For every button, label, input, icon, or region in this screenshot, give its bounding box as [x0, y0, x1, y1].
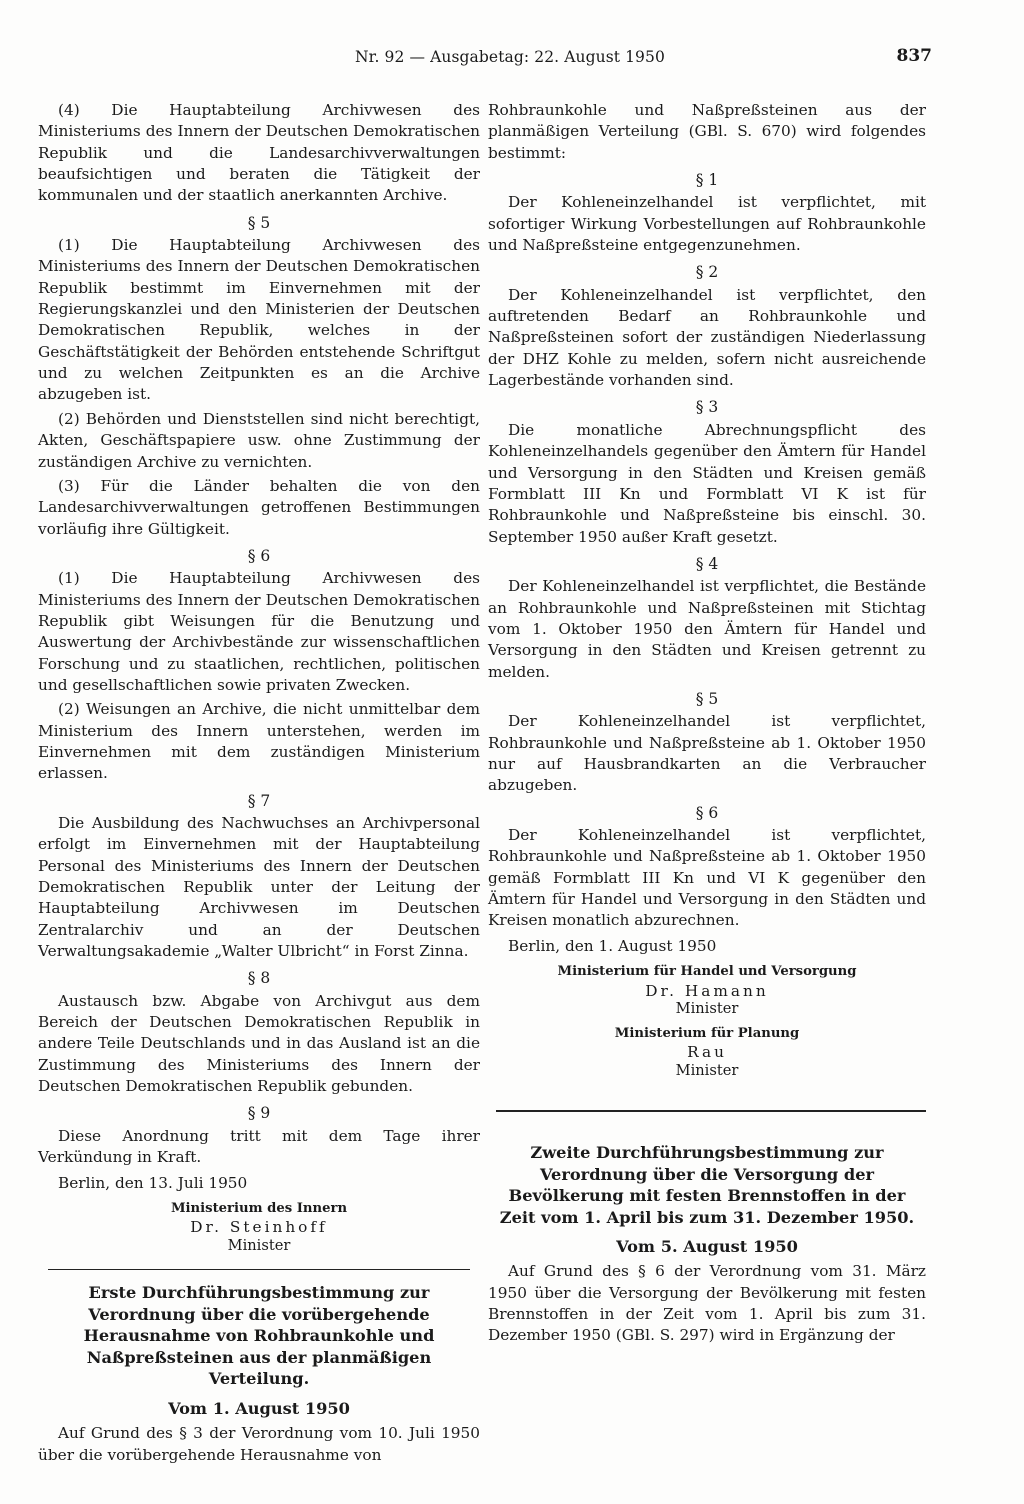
paragraph: Die Ausbildung des Nachwuchses an Archivpersonal erfolgt im Einvernehmen mit der Hauptabteilung Personal des Ministeriums des Innern der Deutschen Demokratischen Republik unter der Leitung der Hauptabteilung Archivwesen im Deutschen Zentralarchiv und an der Deutschen Verwaltungsakademie „Walter Ulbricht“ in Forst Zinna. [38, 814, 480, 961]
signature-block [38, 1200, 480, 1256]
signature-role: Minister [675, 1000, 739, 1018]
act-date: Vom 1. August 1950 [168, 1398, 350, 1418]
paragraph: Der Kohleneinzelhandel ist verpflichtet, den auftretenden Bedarf an Rohbraunkohle und Naßpreßsteinen sofort der zuständigen Niederlassung der DHZ Kohle zu melden, sofern nicht ausreichende Lagerbestände vorhanden sind. [488, 285, 926, 390]
issue-line: Nr. 92 — Ausgabetag: 22. August 1950 [355, 48, 665, 66]
paragraph: Rohbraunkohle und Naßpreßsteinen aus der planmäßigen Verteilung (GBl. S. 670) wird folgendes bestimmt: [488, 101, 926, 162]
paragraph: (3) Für die Länder behalten die von den Landesarchivverwaltungen getroffenen Bestimmungen vorläufig ihre Gültigkeit. [38, 476, 480, 538]
section-heading: § 9 [247, 1104, 271, 1123]
signature-org: Ministerium des Innern [170, 1200, 348, 1216]
right-column [488, 100, 926, 1347]
paragraph: Diese Anordnung tritt mit dem Tage ihrer Verkündung in Kraft. [38, 1126, 480, 1167]
paragraph-4-4: (4) Die Hauptabteilung Archivwesen des Ministeriums des Innern der Deutschen Demokratischen Republik und die Landesarchivverwaltungen beaufsichtigen und beraten die Tätigkeit der kommunalen und der staatlich anerkannten Archive. [38, 101, 480, 205]
paragraph: Der Kohleneinzelhandel ist verpflichtet, die Bestände an Rohbraunkohle und Naßpreßsteinen mit Stichtag vom 1. Oktober 1950 den Ämtern für Handel und Versorgung in den Städten und Kreisen getrennt zu melden. [488, 577, 926, 681]
paragraph: Auf Grund des § 6 der Verordnung vom 31. März 1950 über die Versorgung der Bevölkerung mit festen Brennstoffen in der Zeit vom 1. April bis zum 31. Dezember 1950 (GBl. S. 297) wird in Ergänzung der [488, 1262, 926, 1345]
page-number: 837 [896, 46, 932, 66]
paragraph: (1) Die Hauptabteilung Archivwesen des Ministeriums des Innern der Deutschen Demokratischen Republik bestimmt im Einvernehmen mit der Regierungskanzlei und den Ministerien der Deutschen Demokratischen Republik, welches in der Geschäftstätigkeit der Behörden entstehende Schriftgut und zu welchen Zeitpunkten es an die Archive abzugeben ist. [38, 236, 480, 404]
paragraph: (1) Die Hauptabteilung Archivwesen des Ministeriums des Innern der Deutschen Demokratischen Republik gibt Weisungen für die Benutzung und Auswertung der Archivbestände zur wissenschaftlichen Forschung und zu staatlichen, rechtlichen, politischen und gesellschaftlichen sowie privaten Zwecken. [38, 569, 480, 694]
signature-org: Ministerium für Handel und Versorgung [557, 964, 857, 980]
signature-name: Rau [687, 1043, 727, 1062]
section-heading: § 6 [247, 546, 271, 565]
divider [496, 1110, 926, 1112]
signature-name: Dr. Steinhoff [190, 1218, 328, 1237]
signature-role: Minister [675, 1061, 739, 1079]
signature-block [488, 963, 926, 1019]
act-title: Erste Durchführungsbestimmung zur Verordnung über die vorübergehende Herausnahme von Rohbraunkohle und Naßpreßsteinen aus der planmäßigen Verteilung. [83, 1283, 435, 1389]
divider [48, 1269, 470, 1270]
section-heading: § 5 [247, 213, 271, 232]
date-line: Berlin, den 1. August 1950 [508, 936, 717, 955]
signature-org: Ministerium für Planung [614, 1025, 800, 1041]
section-heading: § 3 [695, 398, 719, 417]
date-line: Berlin, den 13. Juli 1950 [58, 1173, 248, 1192]
paragraph: Auf Grund des § 3 der Verordnung vom 10. Juli 1950 über die vorübergehende Herausnahme von [38, 1424, 480, 1464]
paragraph: Der Kohleneinzelhandel ist verpflichtet, Rohbraunkohle und Naßpreßsteine ab 1. Oktober 1950 gemäß Formblatt III Kn und VI K gegenüber den Ämtern für Handel und Versorgung in den Städten und Kreisen monatlich abzurechnen. [488, 826, 926, 930]
section-heading: § 5 [695, 689, 719, 708]
section-heading: § 7 [247, 791, 271, 810]
left-column [38, 100, 480, 1466]
signature-block [488, 1025, 926, 1081]
paragraph: Der Kohleneinzelhandel ist verpflichtet, Rohbraunkohle und Naßpreßsteine ab 1. Oktober 1950 nur auf Hausbrandkarten an die Verbraucher abzugeben. [488, 712, 926, 795]
section-heading: § 1 [695, 171, 719, 190]
page-header [0, 46, 1024, 72]
section-heading: § 2 [695, 263, 719, 282]
paragraph: (2) Weisungen an Archive, die nicht unmittelbar dem Ministerium des Innern unterstehen, werden im Einvernehmen mit dem zuständigen Ministerium erlassen. [38, 700, 480, 783]
section-heading: § 6 [695, 803, 719, 822]
paragraph: Die monatliche Abrechnungspflicht des Kohleneinzelhandels gegenüber den Ämtern für Handel und Versorgung in den Städten und Kreisen gemäß Formblatt III Kn und Formblatt VI K ist für Rohbraunkohle und Naßpreßsteine bis einschl. 30. September 1950 außer Kraft gesetzt. [488, 420, 926, 546]
paragraph: Der Kohleneinzelhandel ist verpflichtet, mit sofortiger Wirkung Vorbestellungen auf Rohbraunkohle und Naßpreßsteine entgegenzunehmen. [488, 193, 926, 255]
paragraph: (2) Behörden und Dienststellen sind nicht berechtigt, Akten, Geschäftspapiere usw. ohne Zustimmung der zuständigen Archive zu vernichten. [38, 409, 480, 471]
act-date: Vom 5. August 1950 [616, 1237, 798, 1257]
act-title: Zweite Durchführungsbestimmung zur Verordnung über die Versorgung der Bevölkerung mit festen Brennstoffen in der Zeit vom 1. April bis zum 31. Dezember 1950. [499, 1143, 915, 1227]
section-heading: § 8 [247, 969, 271, 988]
section-heading: § 4 [695, 554, 719, 573]
paragraph: Austausch bzw. Abgabe von Archivgut aus dem Bereich der Deutschen Demokratischen Republik in andere Teile Deutschlands und in das Ausland ist an die Zustimmung des Ministeriums des Innern der Deutschen Demokratischen Republik gebunden. [38, 991, 480, 1096]
signature-role: Minister [227, 1236, 291, 1254]
signature-name: Dr. Hamann [645, 981, 769, 1000]
